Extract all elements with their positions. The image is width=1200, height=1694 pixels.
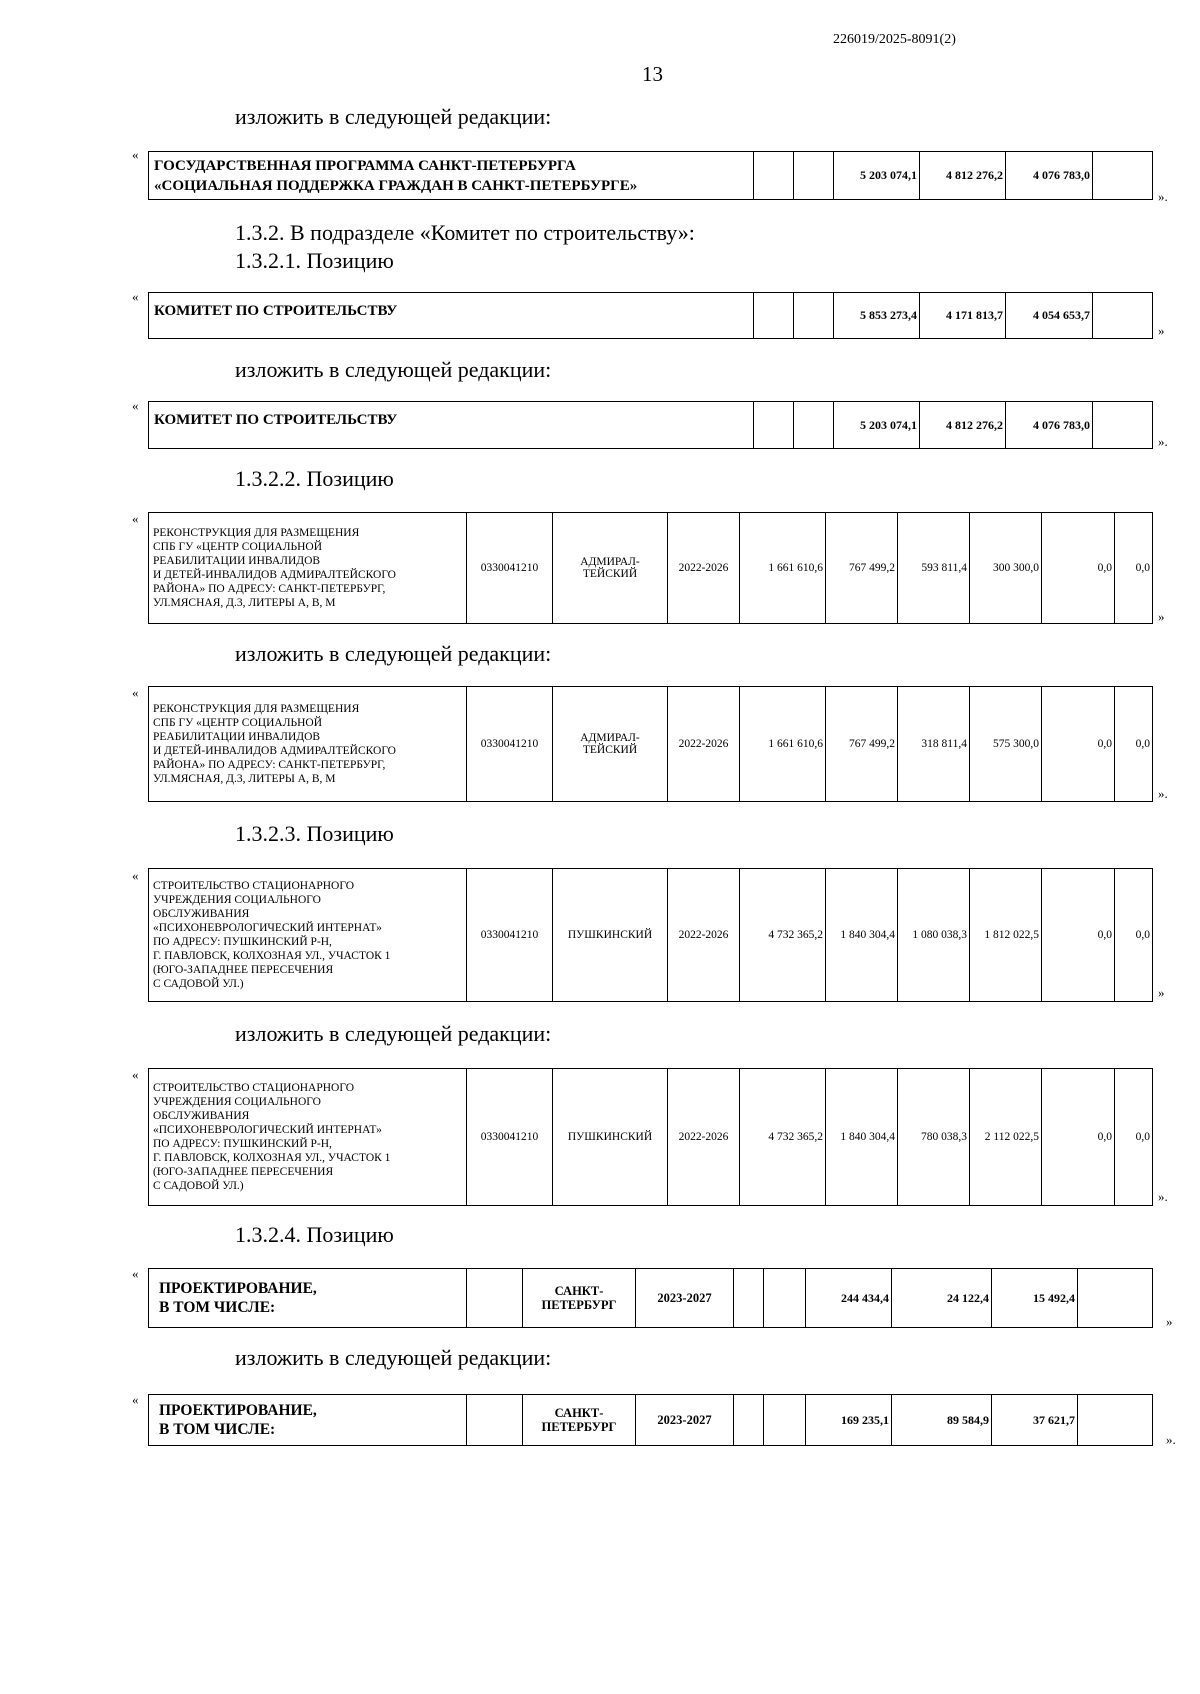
design-name-line2: В ТОМ ЧИСЛЕ: bbox=[159, 1421, 276, 1438]
close-quote: ». bbox=[1166, 1432, 1176, 1447]
value-cell: 5 203 074,1 bbox=[834, 152, 920, 200]
value-cell: 169 235,1 bbox=[806, 1395, 892, 1446]
table-reconstruction-new bbox=[148, 686, 1153, 802]
value-cell: 4 812 276,2 bbox=[920, 152, 1006, 200]
description-line: УЛ.МЯСНАЯ, Д.3, ЛИТЕРЫ А, В, М bbox=[153, 597, 336, 609]
description-line: СПБ ГУ «ЦЕНТР СОЦИАЛЬНОЙ bbox=[153, 717, 323, 729]
item-text: 1.3.2.3. Позицию bbox=[235, 821, 394, 846]
description-line: ОБСЛУЖИВАНИЯ bbox=[153, 908, 250, 920]
document-number: 226019/2025-8091(2) bbox=[833, 32, 956, 47]
empty-cell bbox=[754, 152, 794, 200]
table-construction-old bbox=[148, 868, 1153, 1002]
description-line: УЧРЕЖДЕНИЯ СОЦИАЛЬНОГО bbox=[153, 1096, 321, 1108]
period-cell: 2022-2026 bbox=[668, 513, 740, 624]
table-reconstruction-old bbox=[148, 512, 1153, 624]
description-line: РЕАБИЛИТАЦИИ ИНВАЛИДОВ bbox=[153, 555, 321, 567]
instruction-text: изложить в следующей редакции: bbox=[235, 1345, 552, 1370]
description-line: И ДЕТЕЙ-ИНВАЛИДОВ АДМИРАЛТЕЙСКОГО bbox=[153, 745, 396, 757]
object-description bbox=[149, 513, 467, 624]
description-line: РАЙОНА» ПО АДРЕСУ: САНКТ-ПЕТЕРБУРГ, bbox=[153, 583, 386, 595]
value-cell: 0,0 bbox=[1042, 513, 1115, 624]
district-line: САНКТ- bbox=[554, 1284, 604, 1298]
value-cell: 767 499,2 bbox=[826, 687, 898, 802]
district-line: АДМИРАЛ- bbox=[580, 732, 640, 744]
item-text: 1.3.2.1. Позицию bbox=[235, 248, 394, 273]
description-line: Г. ПАВЛОВСК, КОЛХОЗНАЯ УЛ., УЧАСТОК 1 bbox=[153, 1152, 391, 1164]
description-line: ОБСЛУЖИВАНИЯ bbox=[153, 1110, 250, 1122]
district-cell bbox=[553, 687, 668, 802]
district-cell bbox=[523, 1395, 636, 1446]
value-cell: 0,0 bbox=[1042, 1069, 1115, 1206]
close-quote: ». bbox=[1158, 434, 1168, 449]
value-cell: 1 812 022,5 bbox=[970, 869, 1042, 1002]
value-cell: 1 840 304,4 bbox=[826, 869, 898, 1002]
description-line: (ЮГО-ЗАПАДНЕЕ ПЕРЕСЕЧЕНИЯ bbox=[153, 964, 334, 976]
description-line: УЛ.МЯСНАЯ, Д.3, ЛИТЕРЫ А, В, М bbox=[153, 773, 336, 785]
empty-cell bbox=[794, 293, 834, 339]
district-line: ПЕТЕРБУРГ bbox=[541, 1420, 617, 1434]
instruction-text: изложить в следующей редакции: bbox=[235, 641, 552, 666]
value-cell: 0,0 bbox=[1115, 687, 1153, 802]
empty-cell bbox=[1093, 293, 1153, 339]
value-cell: 4 076 783,0 bbox=[1006, 402, 1093, 449]
period-cell: 2023-2027 bbox=[636, 1395, 734, 1446]
open-quote: « bbox=[132, 1067, 139, 1082]
empty-cell bbox=[794, 402, 834, 449]
value-cell: 0,0 bbox=[1115, 1069, 1153, 1206]
description-line: «ПСИХОНЕВРОЛОГИЧЕСКИЙ ИНТЕРНАТ» bbox=[153, 1124, 382, 1136]
open-quote: « bbox=[132, 685, 139, 700]
empty-cell bbox=[1093, 402, 1153, 449]
design-name-line2: В ТОМ ЧИСЛЕ: bbox=[159, 1299, 276, 1316]
description-line: РЕКОНСТРУКЦИЯ ДЛЯ РАЗМЕЩЕНИЯ bbox=[153, 703, 360, 715]
period-cell: 2022-2026 bbox=[668, 869, 740, 1002]
design-name-line1: ПРОЕКТИРОВАНИЕ, bbox=[159, 1402, 317, 1419]
value-cell: 5 853 273,4 bbox=[834, 293, 920, 339]
value-cell: 575 300,0 bbox=[970, 687, 1042, 802]
description-line: С САДОВОЙ УЛ.) bbox=[153, 1180, 244, 1192]
program-name-cell bbox=[149, 152, 754, 200]
empty-cell bbox=[754, 402, 794, 449]
design-name-cell bbox=[149, 1269, 467, 1328]
empty-cell bbox=[467, 1269, 523, 1328]
instruction-text: изложить в следующей редакции: bbox=[235, 357, 552, 382]
value-cell: 767 499,2 bbox=[826, 513, 898, 624]
description-line: Г. ПАВЛОВСК, КОЛХОЗНАЯ УЛ., УЧАСТОК 1 bbox=[153, 950, 391, 962]
design-name-cell bbox=[149, 1395, 467, 1446]
open-quote: « bbox=[132, 147, 139, 162]
close-quote: ». bbox=[1158, 189, 1168, 204]
close-quote: » bbox=[1158, 985, 1165, 1000]
value-cell: 89 584,9 bbox=[892, 1395, 992, 1446]
close-quote: » bbox=[1158, 609, 1165, 624]
description-line: РЕКОНСТРУКЦИЯ ДЛЯ РАЗМЕЩЕНИЯ bbox=[153, 527, 360, 539]
table-state-program bbox=[148, 151, 1153, 200]
value-cell: 1 661 610,6 bbox=[740, 687, 826, 802]
instruction-text: изложить в следующей редакции: bbox=[235, 1021, 552, 1046]
period-cell: 2022-2026 bbox=[668, 687, 740, 802]
value-cell: 0,0 bbox=[1115, 513, 1153, 624]
page-number: 13 bbox=[642, 62, 663, 86]
object-description bbox=[149, 869, 467, 1002]
open-quote: « bbox=[132, 1266, 139, 1281]
empty-cell bbox=[764, 1395, 806, 1446]
open-quote: « bbox=[132, 398, 139, 413]
description-line: И ДЕТЕЙ-ИНВАЛИДОВ АДМИРАЛТЕЙСКОГО bbox=[153, 569, 396, 581]
code-cell: 0330041210 bbox=[467, 869, 553, 1002]
period-cell: 2023-2027 bbox=[636, 1269, 734, 1328]
instruction-text: изложить в следующей редакции: bbox=[235, 104, 552, 129]
value-cell: 318 811,4 bbox=[898, 687, 970, 802]
table-committee-old bbox=[148, 292, 1153, 339]
empty-cell bbox=[467, 1395, 523, 1446]
value-cell: 4 812 276,2 bbox=[920, 402, 1006, 449]
close-quote: » bbox=[1158, 323, 1165, 338]
empty-cell bbox=[764, 1269, 806, 1328]
value-cell: 4 171 813,7 bbox=[920, 293, 1006, 339]
design-name-line1: ПРОЕКТИРОВАНИЕ, bbox=[159, 1280, 317, 1297]
district-line: ТЕЙСКИЙ bbox=[582, 744, 638, 756]
open-quote: « bbox=[132, 289, 139, 304]
table-design-old bbox=[148, 1268, 1153, 1328]
program-name-line1: ГОСУДАРСТВЕННАЯ ПРОГРАММА САНКТ-ПЕТЕРБУРГА bbox=[154, 157, 576, 174]
value-cell: 5 203 074,1 bbox=[834, 402, 920, 449]
empty-cell bbox=[794, 152, 834, 200]
value-cell: 0,0 bbox=[1042, 687, 1115, 802]
open-quote: « bbox=[132, 868, 139, 883]
district-line: ПЕТЕРБУРГ bbox=[541, 1298, 617, 1312]
description-line: РЕАБИЛИТАЦИИ ИНВАЛИДОВ bbox=[153, 731, 321, 743]
object-description bbox=[149, 687, 467, 802]
close-quote: ». bbox=[1158, 1189, 1168, 1204]
district-line: ТЕЙСКИЙ bbox=[582, 568, 638, 580]
description-line: «ПСИХОНЕВРОЛОГИЧЕСКИЙ ИНТЕРНАТ» bbox=[153, 922, 382, 934]
empty-cell bbox=[734, 1269, 764, 1328]
committee-name: КОМИТЕТ ПО СТРОИТЕЛЬСТВУ bbox=[149, 402, 754, 449]
empty-cell bbox=[1093, 152, 1153, 200]
empty-cell bbox=[1078, 1269, 1153, 1328]
code-cell: 0330041210 bbox=[467, 513, 553, 624]
program-name-line2: «СОЦИАЛЬНАЯ ПОДДЕРЖКА ГРАЖДАН В САНКТ-ПЕТЕРБУРГЕ» bbox=[154, 177, 638, 194]
value-cell: 4 732 365,2 bbox=[740, 869, 826, 1002]
value-cell: 4 054 653,7 bbox=[1006, 293, 1093, 339]
value-cell: 300 300,0 bbox=[970, 513, 1042, 624]
value-cell: 15 492,4 bbox=[992, 1269, 1078, 1328]
item-text: 1.3.2.2. Позицию bbox=[235, 466, 394, 491]
district-line: САНКТ- bbox=[554, 1406, 604, 1420]
value-cell: 24 122,4 bbox=[892, 1269, 992, 1328]
value-cell: 1 661 610,6 bbox=[740, 513, 826, 624]
district-cell: ПУШКИНСКИЙ bbox=[553, 1069, 668, 1206]
value-cell: 2 112 022,5 bbox=[970, 1069, 1042, 1206]
district-cell bbox=[553, 513, 668, 624]
description-line: РАЙОНА» ПО АДРЕСУ: САНКТ-ПЕТЕРБУРГ, bbox=[153, 759, 386, 771]
description-line: ПО АДРЕСУ: ПУШКИНСКИЙ Р-Н, bbox=[153, 1138, 332, 1150]
value-cell: 1 080 038,3 bbox=[898, 869, 970, 1002]
code-cell: 0330041210 bbox=[467, 1069, 553, 1206]
empty-cell bbox=[754, 293, 794, 339]
description-line: СТРОИТЕЛЬСТВО СТАЦИОНАРНОГО bbox=[153, 1082, 355, 1094]
description-line: С САДОВОЙ УЛ.) bbox=[153, 978, 244, 990]
value-cell: 0,0 bbox=[1042, 869, 1115, 1002]
table-construction-new bbox=[148, 1068, 1153, 1206]
value-cell: 4 076 783,0 bbox=[1006, 152, 1093, 200]
item-text: 1.3.2.4. Позицию bbox=[235, 1222, 394, 1247]
period-cell: 2022-2026 bbox=[668, 1069, 740, 1206]
open-quote: « bbox=[132, 511, 139, 526]
description-line: УЧРЕЖДЕНИЯ СОЦИАЛЬНОГО bbox=[153, 894, 321, 906]
close-quote: » bbox=[1166, 1314, 1173, 1329]
code-cell: 0330041210 bbox=[467, 687, 553, 802]
value-cell: 593 811,4 bbox=[898, 513, 970, 624]
value-cell: 780 038,3 bbox=[898, 1069, 970, 1206]
description-line: СПБ ГУ «ЦЕНТР СОЦИАЛЬНОЙ bbox=[153, 541, 323, 553]
value-cell: 37 621,7 bbox=[992, 1395, 1078, 1446]
section-text: 1.3.2. В подразделе «Комитет по строительству»: bbox=[235, 220, 695, 245]
object-description bbox=[149, 1069, 467, 1206]
value-cell: 4 732 365,2 bbox=[740, 1069, 826, 1206]
table-committee-new bbox=[148, 401, 1153, 449]
open-quote: « bbox=[132, 1392, 139, 1407]
empty-cell bbox=[734, 1395, 764, 1446]
empty-cell bbox=[1078, 1395, 1153, 1446]
value-cell: 1 840 304,4 bbox=[826, 1069, 898, 1206]
description-line: СТРОИТЕЛЬСТВО СТАЦИОНАРНОГО bbox=[153, 880, 355, 892]
table-design-new bbox=[148, 1394, 1153, 1446]
district-cell bbox=[523, 1269, 636, 1328]
value-cell: 244 434,4 bbox=[806, 1269, 892, 1328]
committee-name: КОМИТЕТ ПО СТРОИТЕЛЬСТВУ bbox=[149, 293, 754, 339]
description-line: (ЮГО-ЗАПАДНЕЕ ПЕРЕСЕЧЕНИЯ bbox=[153, 1166, 334, 1178]
close-quote: ». bbox=[1158, 786, 1168, 801]
value-cell: 0,0 bbox=[1115, 869, 1153, 1002]
district-cell: ПУШКИНСКИЙ bbox=[553, 869, 668, 1002]
district-line: АДМИРАЛ- bbox=[580, 556, 640, 568]
description-line: ПО АДРЕСУ: ПУШКИНСКИЙ Р-Н, bbox=[153, 936, 332, 948]
